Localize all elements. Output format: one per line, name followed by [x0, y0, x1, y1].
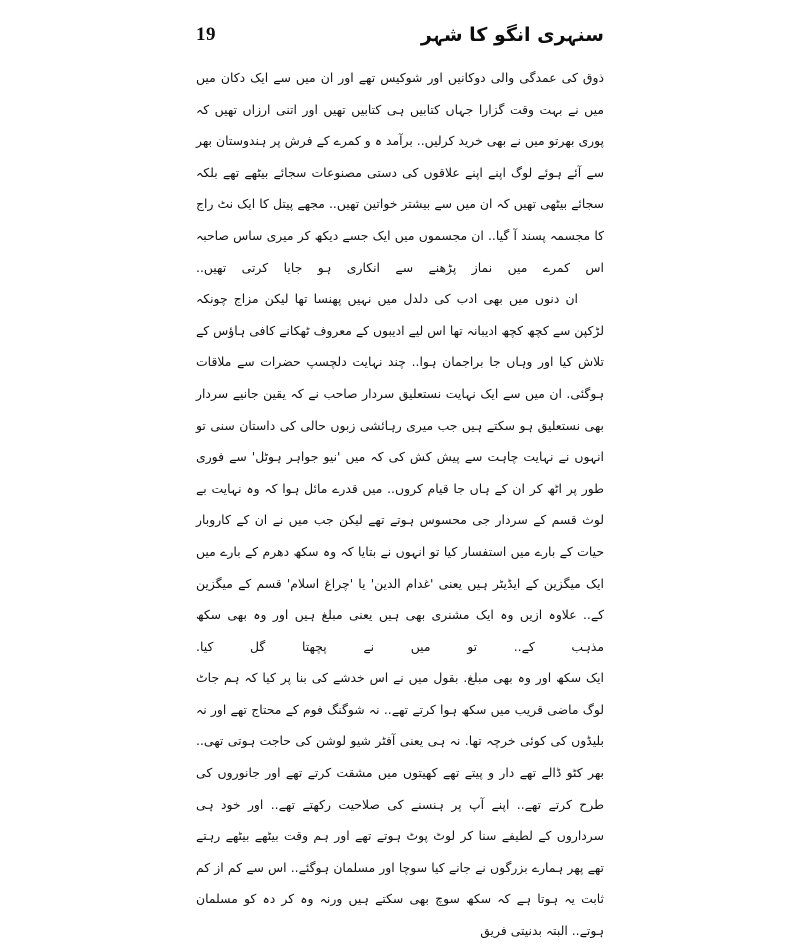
page-number: 19: [196, 24, 216, 45]
page-body-text: [196, 62, 604, 947]
page-header: [196, 18, 604, 52]
book-title: سنہری انگو کا شہر: [420, 24, 604, 46]
paragraph-3: ایک سکھ اور وہ بھی مبلغ. بقول میں نے اس خدشے کی بنا پر کیا کہ ہم جاٹ لوگ ماضی قریب میں سکھ ہوا کرتے تھے.. نہ شوگنگ فوم کے محتاج تھے اور نہ بلیڈوں کی کوئی خرچہ تھا. نہ ہی یعنی آفٹر شیو لوشن کی حاجت ہوتی تھی.. بھر کٹو ڈالے تھے دار و پیتے تھے کھیتوں میں مشقت کرتے تھے اور جانوروں کی طرح کرتے تھے.. اپنے آپ پر ہنسنے کی صلاحیت رکھتے تھے.. اور خود ہی سرداروں کے لطیفے سنا کر لوٹ پوٹ ہوتے تھے اور ہم وقت بیٹھے بیٹھے رہتے تھے پھر ہمارے بزرگوں نے جانے کیا سوچا اور مسلمان ہوگئے.. اس سے کم از کم ثابت یہ ہوتا ہے کہ سکھ سوچ بھی سکتے ہیں ورنہ وہ کر دہ کو مسلمان ہوتے.. البتہ بدنیتی فریق: [196, 670, 604, 939]
paragraph-2: ان دنوں میں بھی ادب کی دلدل میں نہیں پھنسا تھا لیکن مزاج چونکہ لڑکپن سے کچھ کچھ ادیبانہ تھا اس لیے ادیبوں کے معروف ٹھکانے کافی ہاؤس کے تلاش کیا اور وہاں جا براجمان ہوا.. چند نہایت دلچسپ حضرات سے ملاقات ہوگئی. ان میں سے ایک نہایت نستعلیق سردار صاحب نے کہ یقین جانیے سردار بھی نستعلیق ہو سکتے ہیں جب میری رہائشی زبوں حالی کی داستان سنی تو انہوں نے نہایت چاہت سے پیش کش کی کہ میں 'نیو جواہر ہوٹل' سے فوری طور پر اٹھ کر ان کے ہاں جا قیام کروں.. میں قدرے مائل ہوا کہ وہ نہایت بے لوث قسم کے سردار جی محسوس ہوتے تھے لیکن جب میں نے ان کے کاروبار حیات کے بارے میں استفسار کیا تو انہوں نے بتایا کہ وہ سکھ دھرم کے بارے میں ایک میگزین کے ایڈیٹر ہیں یعنی 'غدام الدین' یا 'چراغ اسلام' قسم کے میگزین کے.. علاوہ ازیں وہ ایک مشنری بھی ہیں یعنی مبلغ ہیں اور وہ بھی سکھ مذہب کے.. تو میں نے پچھتا گل کیا.: [196, 291, 604, 654]
paragraph-1: ذوق کی عمدگی والی دوکانیں اور شوکیس تھے اور ان میں سے ایک دکان میں میں نے بہت وقت گزارا جہاں کتابیں ہی کتابیں تھیں اور اتنی ارزاں تھیں کہ پوری بھرتو میں نے بھی خرید کرلیں.. برآمد ہ و کمرے کے فرش پر ہندوستان بھر سے آئے ہوئے لوگ اپنے اپنے علاقوں کی دستی مصنوعات سجائے بیٹھے تھے بلکہ سجائے بیٹھی تھیں کہ ان میں سے بیشتر خواتین تھیں.. مجھے پیتل کا ایک نٹ راج کا مجسمہ پسند آ گیا.. ان مجسموں میں ایک جسے دیکھ کر میری ساس صاحبہ اس کمرے میں نماز پڑھنے سے انکاری ہو جایا کرتی تھیں..: [196, 70, 604, 275]
